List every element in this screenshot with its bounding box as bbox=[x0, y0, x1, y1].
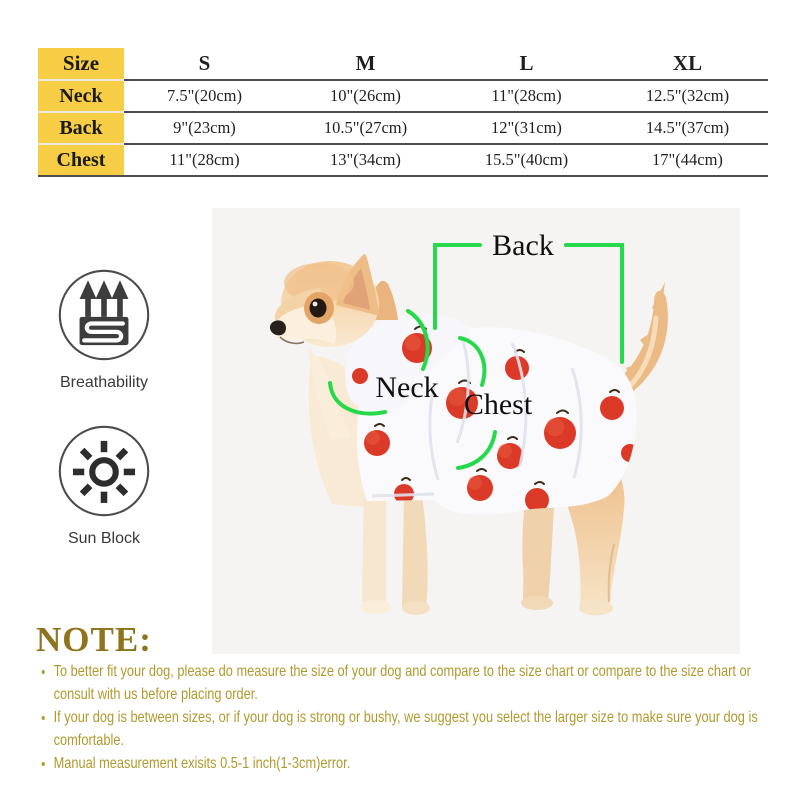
size-chart-header-row bbox=[38, 48, 768, 80]
header-m: M bbox=[285, 48, 446, 80]
neck-xl: 12.5"(32cm) bbox=[607, 80, 768, 112]
back-xl: 14.5"(37cm) bbox=[607, 112, 768, 144]
neck-l: 11"(28cm) bbox=[446, 80, 607, 112]
chest-s: 11"(28cm) bbox=[124, 144, 285, 176]
back-measure-label: Back bbox=[492, 229, 554, 262]
feature-sun-block bbox=[34, 424, 174, 548]
chest-m: 13"(34cm) bbox=[285, 144, 446, 176]
chest-l: 15.5"(40cm) bbox=[446, 144, 607, 176]
note-item: • To better fit your dog, please do measure the size of your dog and compare to the size chart or compare to the size chart or consult with us before placing order. bbox=[54, 660, 764, 706]
table-row-back bbox=[38, 112, 768, 144]
neck-measure-label: Neck bbox=[375, 371, 439, 404]
table-row-neck bbox=[38, 80, 768, 112]
back-m: 10.5"(27cm) bbox=[285, 112, 446, 144]
note-list bbox=[40, 660, 764, 775]
chest-measure-label: Chest bbox=[463, 388, 533, 421]
header-s: S bbox=[124, 48, 285, 80]
row-label-chest: Chest bbox=[38, 144, 124, 176]
breathability-icon bbox=[57, 268, 151, 362]
feature-label-sun-block: Sun Block bbox=[67, 530, 141, 547]
note-item: • If your dog is between sizes, or if your dog is strong or bushy, we suggest you select the larger size to make sure your dog is comfortable. bbox=[54, 706, 764, 752]
header-l: L bbox=[446, 48, 607, 80]
feature-breathability bbox=[34, 268, 174, 392]
dog-photo-region bbox=[212, 208, 740, 654]
back-s: 9"(23cm) bbox=[124, 112, 285, 144]
note-item: • Manual measurement exisits 0.5-1 inch(1-3cm)error. bbox=[54, 752, 764, 775]
size-chart-table bbox=[38, 48, 768, 177]
neck-m: 10"(26cm) bbox=[285, 80, 446, 112]
feature-label-breathability: Breathability bbox=[59, 374, 149, 391]
chest-xl: 17"(44cm) bbox=[607, 144, 768, 176]
note-heading: NOTE: bbox=[36, 620, 152, 659]
row-label-neck: Neck bbox=[38, 80, 124, 112]
back-l: 12"(31cm) bbox=[446, 112, 607, 144]
row-label-back: Back bbox=[38, 112, 124, 144]
header-xl: XL bbox=[607, 48, 768, 80]
table-row-chest bbox=[38, 144, 768, 176]
header-size: Size bbox=[38, 48, 124, 80]
sun-block-icon bbox=[57, 424, 151, 518]
dog-photo bbox=[212, 208, 740, 654]
neck-s: 7.5"(20cm) bbox=[124, 80, 285, 112]
